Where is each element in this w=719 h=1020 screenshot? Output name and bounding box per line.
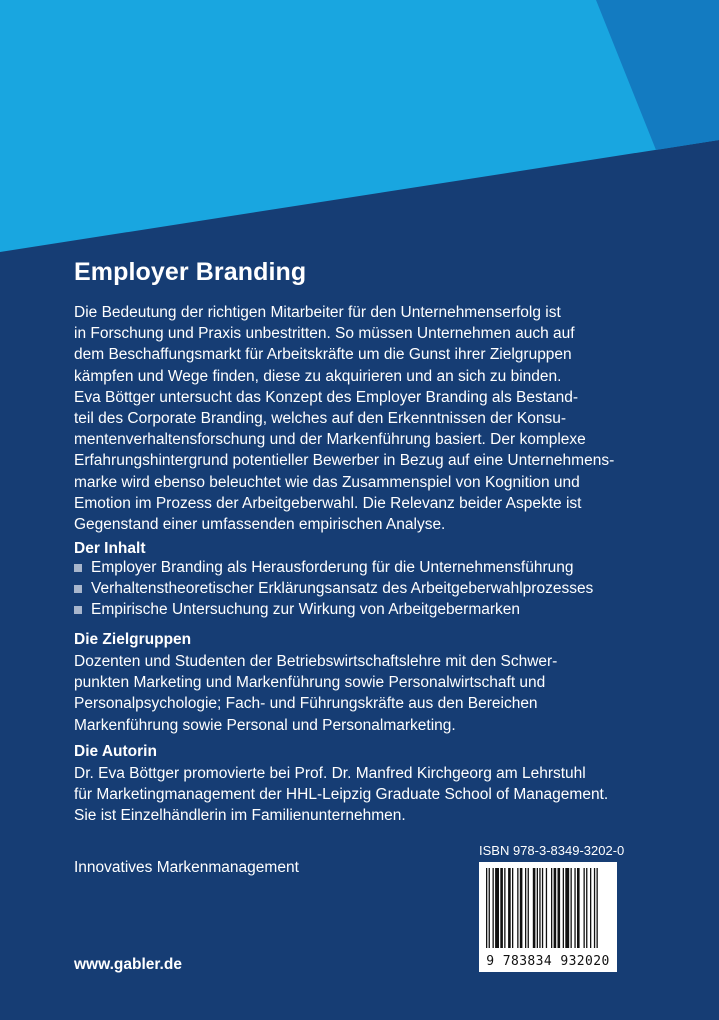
zielgruppen-paragraph bbox=[74, 651, 664, 736]
intro-line: teil des Corporate Branding, welches auf den Erkenntnissen der Konsu- bbox=[74, 410, 566, 428]
intro-line: dem Beschaffungsmarkt für Arbeitskräfte um die Gunst ihrer Zielgruppen bbox=[74, 346, 572, 364]
intro-line: mentenverhaltensforschung und der Markenführung basiert. Der komplexe bbox=[74, 431, 586, 449]
barcode-bar bbox=[493, 868, 494, 948]
zielgruppen-line: punkten Marketing und Markenführung sowie Personalwirtschaft und bbox=[74, 674, 546, 692]
book-title: Employer Branding bbox=[74, 258, 307, 286]
intro-line: Erfahrungshintergrund potentieller Bewerber in Bezug auf eine Unternehmens- bbox=[74, 452, 615, 470]
publisher-website: www.gabler.de bbox=[74, 956, 182, 973]
list-item-text: Verhaltenstheoretischer Erklärungsansatz des Arbeitgeberwahlprozesses bbox=[91, 579, 594, 597]
barcode-bar bbox=[594, 868, 595, 948]
isbn-label: ISBN 978-3-8349-3202-0 bbox=[479, 843, 625, 858]
bullet-square-icon bbox=[74, 606, 82, 614]
barcode-bar bbox=[508, 868, 511, 948]
barcode-bar bbox=[537, 868, 538, 948]
intro-line: Die Bedeutung der richtigen Mitarbeiter für den Unternehmenserfolg ist bbox=[74, 304, 561, 321]
barcode-number: 9 783834 932020 bbox=[486, 954, 610, 969]
list-item bbox=[74, 557, 593, 578]
autorin-line: Sie ist Einzelhändlerin im Familienunternehmen. bbox=[74, 807, 406, 825]
barcode-bar bbox=[539, 868, 540, 948]
barcode-bar bbox=[554, 868, 557, 948]
intro-line: kämpfen und Wege finden, diese zu akquirieren und an sich zu binden. bbox=[74, 367, 562, 385]
list-item-text: Employer Branding als Herausforderung für die Unternehmensführung bbox=[91, 558, 574, 576]
zielgruppen-line: Markenführung sowie Personal und Personalmarketing. bbox=[74, 716, 456, 734]
zielgruppen-line: Personalpsychologie; Fach- und Führungskräfte aus den Bereichen bbox=[74, 695, 538, 713]
barcode-bar bbox=[563, 868, 564, 948]
barcode-bar bbox=[546, 868, 547, 948]
barcode-bar bbox=[574, 868, 575, 948]
intro-line: marke wird ebenso beleuchtet wie das Zusammenspiel von Kognition und bbox=[74, 473, 580, 491]
autorin-line: für Marketingmanagement der HHL-Leipzig Graduate School of Management. bbox=[74, 786, 609, 804]
barcode-bar bbox=[504, 868, 505, 948]
barcode-bar bbox=[495, 868, 499, 948]
autorin-line: Dr. Eva Böttger promovierte bei Prof. Dr. Manfred Kirchgeorg am Lehrstuhl bbox=[74, 765, 586, 782]
barcode-bar bbox=[558, 868, 561, 948]
barcode-bar bbox=[571, 868, 572, 948]
barcode-bar bbox=[517, 868, 518, 948]
autorin-heading: Die Autorin bbox=[74, 743, 157, 760]
intro-line: Gegenstand einer umfassenden empirischen Analyse. bbox=[74, 516, 446, 534]
barcode-bar bbox=[597, 868, 598, 948]
barcode-bar bbox=[520, 868, 523, 948]
barcode-bar bbox=[525, 868, 526, 948]
zielgruppen-line: Dozenten und Studenten der Betriebswirtschaftslehre mit den Schwer- bbox=[74, 653, 558, 670]
barcode-bar bbox=[533, 868, 536, 948]
bullet-square-icon bbox=[74, 564, 82, 572]
series-name: Innovatives Markenmanagement bbox=[74, 859, 299, 876]
intro-line: Eva Böttger untersucht das Konzept des Employer Branding als Bestand- bbox=[74, 388, 579, 406]
barcode-bars bbox=[486, 868, 610, 948]
list-item bbox=[74, 578, 593, 599]
list-item bbox=[74, 599, 593, 620]
intro-paragraph bbox=[74, 302, 664, 535]
barcode-bar bbox=[577, 868, 580, 948]
barcode-bar bbox=[551, 868, 552, 948]
intro-line: in Forschung und Praxis unbestritten. So müssen Unternehmen auch auf bbox=[74, 325, 575, 343]
barcode bbox=[479, 862, 617, 972]
barcode-bar bbox=[590, 868, 591, 948]
inhalt-heading: Der Inhalt bbox=[74, 540, 146, 557]
barcode-bar bbox=[528, 868, 529, 948]
inhalt-list bbox=[74, 557, 593, 621]
autorin-paragraph bbox=[74, 763, 664, 827]
barcode-bar bbox=[512, 868, 513, 948]
list-item-text: Empirische Untersuchung zur Wirkung von Arbeitgebermarken bbox=[91, 600, 521, 618]
zielgruppen-heading: Die Zielgruppen bbox=[74, 631, 192, 648]
barcode-bar bbox=[542, 868, 543, 948]
intro-line: Emotion im Prozess der Arbeitgeberwahl. Die Relevanz beider Aspekte ist bbox=[74, 494, 582, 512]
barcode-bar bbox=[586, 868, 587, 948]
bullet-square-icon bbox=[74, 585, 82, 593]
barcode-bar bbox=[565, 868, 569, 948]
barcode-bar bbox=[489, 868, 490, 948]
barcode-bar bbox=[500, 868, 503, 948]
barcode-bar bbox=[486, 868, 487, 948]
barcode-bar bbox=[584, 868, 585, 948]
